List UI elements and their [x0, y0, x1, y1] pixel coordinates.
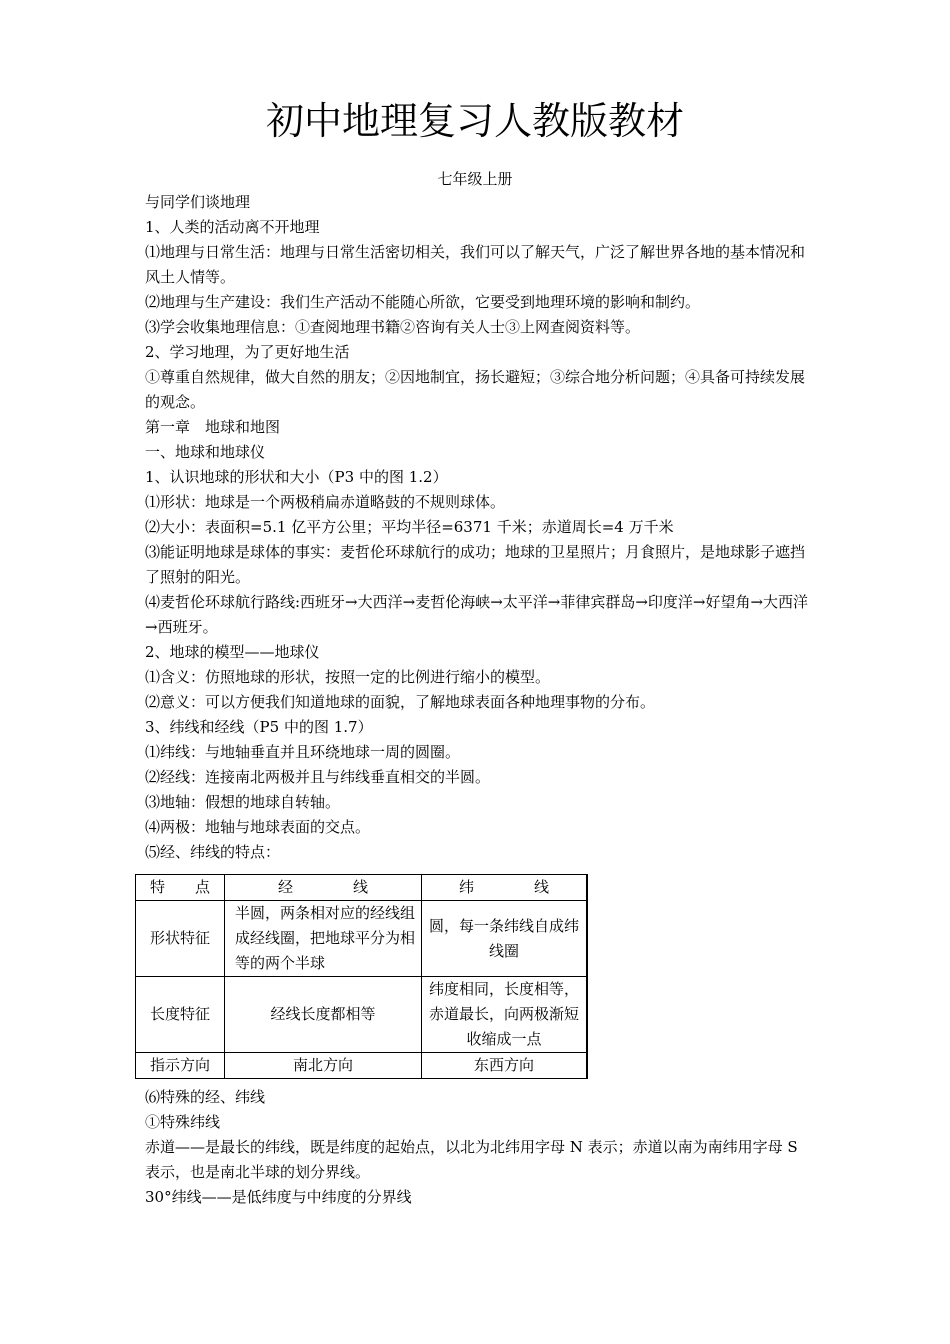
paragraph: ⑷麦哲伦环球航行路线:西班牙→大西洋→麦哲伦海峡→太平洋→菲律宾群岛→印度洋→好望角→大西洋→西班牙。 [145, 593, 809, 636]
comparison-table [135, 874, 588, 1079]
table-cell: 纬度相同，长度相等，赤道最长，向两极渐短收缩成一点 [422, 977, 588, 1053]
paragraph: ⑶能证明地球是球体的事实：麦哲伦环球航行的成功；地球的卫星照片；月食照片，是地球影子遮挡了照射的阳光。 [145, 543, 806, 586]
table-row [136, 1053, 588, 1079]
table-header-cell: 特 点 [136, 875, 225, 901]
paragraph: ⑴地理与日常生活：地理与日常生活密切相关，我们可以了解天气，广泛了解世界各地的基本情况和风土人情等。 [145, 243, 806, 286]
paragraph: ⑴含义：仿照地球的形状，按照一定的比例进行缩小的模型。 [145, 668, 551, 686]
table-cell: 长度特征 [136, 977, 225, 1053]
paragraph: 2、学习地理，为了更好地生活 [145, 343, 350, 361]
table-row [136, 977, 588, 1053]
paragraph: ⑵经线：连接南北两极并且与纬线垂直相交的半圆。 [145, 768, 491, 786]
continued-text [145, 1085, 815, 1210]
paragraph: 3、纬线和经线（P5 中的图 1.7） [145, 718, 373, 736]
table-cell: 经线长度都相等 [225, 977, 422, 1053]
document-subtitle: 七年级上册 [437, 170, 513, 188]
table-cell: 半圆，两条相对应的经线组成经线圈，把地球平分为相等的两个半球 [225, 901, 422, 977]
main-text [145, 190, 815, 865]
paragraph: 与同学们谈地理 [145, 193, 251, 211]
table-row [136, 901, 588, 977]
paragraph: ⑵大小：表面积=5.1 亿平方公里；平均半径=6371 千米；赤道周长=4 万千米 [145, 518, 674, 536]
paragraph: ⑷两极：地轴与地球表面的交点。 [145, 818, 371, 836]
table-header-cell: 经 线 [225, 875, 422, 901]
paragraph: 30°纬线——是低纬度与中纬度的分界线 [145, 1188, 412, 1206]
paragraph: ⑴纬线：与地轴垂直并且环绕地球一周的圆圈。 [145, 743, 461, 761]
paragraph: 赤道——是最长的纬线，既是纬度的起始点，以北为北纬用字母 N 表示；赤道以南为南纬用字母 S 表示，也是南北半球的划分界线。 [145, 1138, 798, 1181]
paragraph: ⑸经、纬线的特点： [145, 843, 281, 861]
paragraph: 一、地球和地球仪 [145, 443, 266, 461]
table-cell: 南北方向 [225, 1053, 422, 1079]
paragraph: ⑵地理与生产建设：我们生产活动不能随心所欲，它要受到地理环境的影响和制约。 [145, 293, 701, 311]
paragraph: 1、人类的活动离不开地理 [145, 218, 320, 236]
paragraph: ⑶地轴：假想的地球自转轴。 [145, 793, 341, 811]
paragraph: ①尊重自然规律，做大自然的朋友；②因地制宜，扬长避短；③综合地分析问题；④具备可持续发展的观念。 [145, 368, 806, 411]
document-title: 初中地理复习人教版教材 [265, 99, 684, 143]
chapter-heading: 第一章 地球和地图 [145, 418, 281, 436]
paragraph: 2、地球的模型——地球仪 [145, 643, 320, 661]
table-cell: 圆，每一条纬线自成纬线圈 [422, 901, 588, 977]
paragraph: ①特殊纬线 [145, 1113, 221, 1131]
paragraph: 1、认识地球的形状和大小（P3 中的图 1.2） [145, 468, 448, 486]
table-header-cell: 纬 线 [422, 875, 588, 901]
paragraph: ⑹特殊的经、纬线 [145, 1088, 266, 1106]
comparison-table-wrapper [135, 874, 588, 1079]
paragraph: ⑴形状：地球是一个两极稍扁赤道略鼓的不规则球体。 [145, 493, 506, 511]
table-cell: 指示方向 [136, 1053, 225, 1079]
paragraph: ⑶学会收集地理信息：①查阅地理书籍②咨询有关人士③上网查阅资料等。 [145, 318, 641, 336]
paragraph: ⑵意义：可以方便我们知道地球的面貌，了解地球表面各种地理事物的分布。 [145, 693, 656, 711]
table-cell: 形状特征 [136, 901, 225, 977]
table-header-row [136, 875, 588, 901]
table-cell: 东西方向 [422, 1053, 588, 1079]
